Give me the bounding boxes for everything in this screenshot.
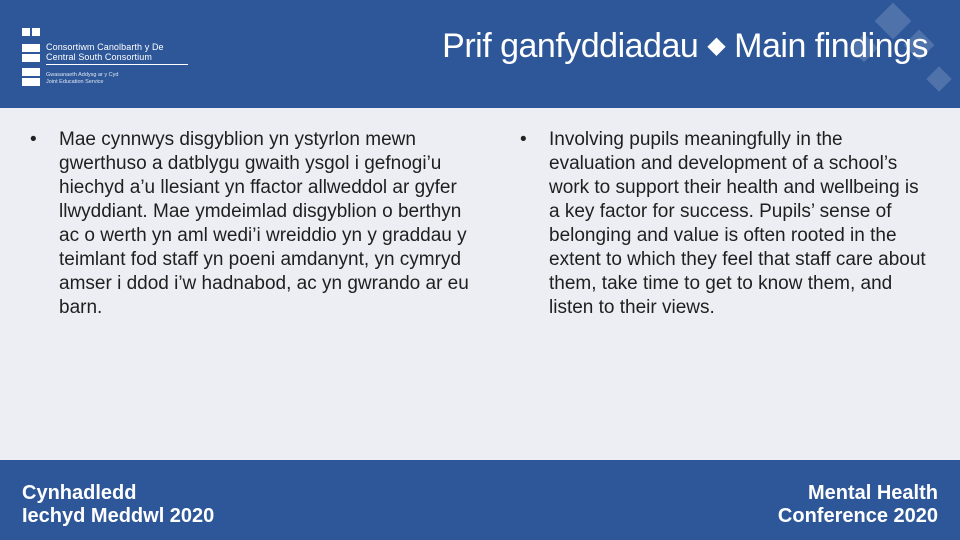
conference-english-line1: Mental Health [807, 482, 938, 504]
logo-grid-icon [22, 20, 42, 88]
bullet-item-english [520, 128, 930, 320]
title-welsh: Prif ganfyddiadau [442, 27, 699, 65]
consortium-logo [22, 20, 182, 94]
logo-name-english: Central South Consortium [46, 52, 152, 62]
logo-divider [46, 64, 188, 65]
slide-title [442, 22, 928, 70]
conference-name-welsh [22, 482, 214, 528]
decorative-square [926, 66, 951, 91]
header-banner [0, 0, 960, 108]
title-english: Main findings [734, 27, 928, 65]
logo-subtitle-welsh: Gwasanaeth Addysg ar y Cyd [46, 72, 119, 78]
diamond-icon: ◆ [707, 32, 726, 59]
finding-text-welsh: Mae cynnwys disgyblion yn ystyrlon mewn gwerthuso a datblygu gwaith ysgol i gefnogi’u hiechyd a’u llesiant yn ffactor allweddol ar gyfer llwyddiant. Mae ymdeimlad disgyblion o berthyn ac o werth yn aml wedi’i wreiddio yn y graddau y teimlant fod staff yn poeni amdanynt, yn cymryd amser i ddod i’w hadnabod, ac yn gwrando ar eu barn. [59, 129, 469, 318]
conference-english-line2: Conference 2020 [777, 505, 938, 527]
conference-name-english [778, 482, 938, 528]
welsh-column [30, 128, 480, 320]
finding-text-english: Involving pupils meaningfully in the evaluation and development of a school’s work to support their health and wellbeing is a key factor for success. Pupils’ sense of belonging and value is often rooted in the extent to which they feel that staff care about them, take time to get to know them, and listen to their views. [549, 129, 926, 318]
logo-name-welsh: Consortiwm Canolbarth y De [46, 42, 164, 52]
conference-welsh-line1: Cynhadledd [22, 482, 137, 504]
logo-name [46, 42, 164, 62]
english-column [520, 128, 930, 320]
footer-banner [0, 460, 960, 540]
content-area [0, 108, 960, 460]
logo-subtitle-english: Joint Education Service [46, 79, 104, 85]
logo-subtitle [46, 72, 118, 86]
bullet-icon: • [30, 129, 37, 150]
bullet-icon: • [520, 129, 527, 150]
bullet-item-welsh [30, 128, 480, 320]
conference-welsh-line2: Iechyd Meddwl 2020 [22, 505, 215, 527]
